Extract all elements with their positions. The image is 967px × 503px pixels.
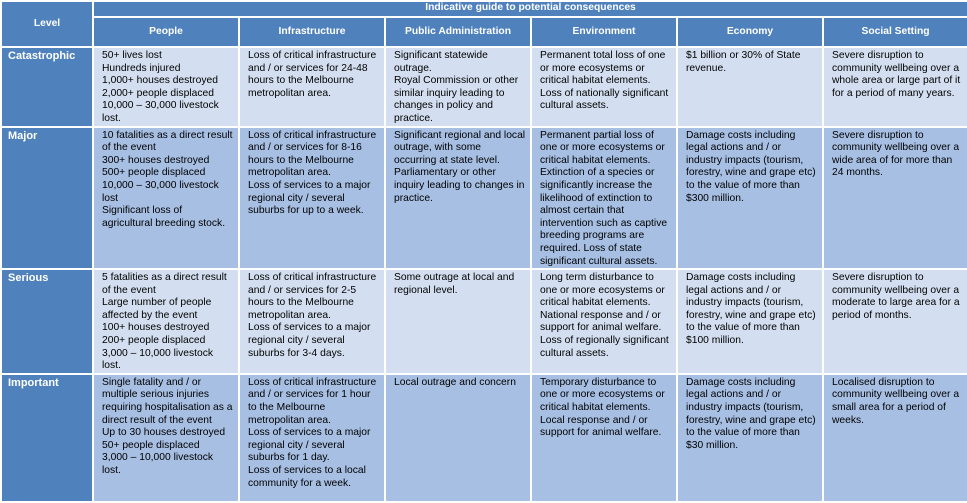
cell-text: Long term disturbance to one or more ecosystems or critical habitat elements.	[540, 272, 665, 309]
cell-text: Significant statewide outrage.	[394, 50, 488, 74]
cell-text: Local response and / or support for animal welfare.	[540, 414, 662, 439]
cell-text: 3,000 – 10,000 livestock lost.	[102, 452, 214, 476]
cell-text: 10,000 – 30,000 livestock lost	[102, 179, 219, 204]
cell-text: Significant loss of agricultural breeding stock.	[102, 205, 226, 229]
cell-text: Large number of people affected by the event	[102, 297, 212, 321]
level-label: Serious	[1, 269, 93, 374]
cell-text: Damage costs including legal actions and / or industry impacts (tourism, forestry, wine and grape etc) to the value of more than $30 million.	[686, 376, 816, 451]
table-row	[1, 47, 967, 127]
level-header: Level	[1, 1, 93, 47]
table-body	[1, 47, 967, 502]
cell-people	[93, 269, 239, 374]
cell-text: Loss of services to a major regional city / several suburbs for up to a week.	[248, 179, 371, 217]
cell-text: 300+ houses destroyed	[102, 154, 210, 166]
cell-people	[93, 374, 239, 502]
cell-text: Permanent partial loss of one or more ecosystems or critical habitat elements.	[540, 129, 665, 166]
cell-text: 50+ people displaced	[102, 439, 200, 451]
cell-text: 200+ people displaced	[102, 335, 206, 347]
cell-economy	[677, 127, 823, 270]
cell-text: 50+ lives lost	[102, 50, 162, 61]
cell-infrastructure	[239, 127, 385, 270]
cell-public-administration	[385, 269, 531, 374]
cell-text: Permanent total loss of one or more ecosystems or critical habitat elements.	[540, 50, 666, 87]
cell-text: 5 fatalities as a direct result of the event	[102, 272, 227, 296]
cell-infrastructure	[239, 47, 385, 127]
cell-text: Significant regional and local outrage, with some occurring at state level.	[394, 129, 526, 166]
column-header-economy: Economy	[677, 17, 823, 47]
cell-text: Severe disruption to community wellbeing over a moderate to large area for a period of months.	[832, 272, 960, 321]
cell-text: Extinction of a species or significantly increase the likelihood of extinction to almost certain that intervention such as captive breeding programs are required. Loss of state significant cultural assets.	[540, 167, 668, 267]
cell-economy	[677, 269, 823, 374]
cell-text: Royal Commission or other similar inquiry leading to changes in policy and practice.	[394, 75, 519, 124]
cell-text: Loss of critical infrastructure and / or services for 24-48 hours to the Melbourne metropolitan area.	[248, 50, 377, 99]
cell-text: Some outrage at local and regional level.	[394, 272, 515, 296]
cell-text: Localised disruption to community wellbeing over a small area for a period of weeks.	[832, 376, 960, 426]
cell-text: Single fatality and / or multiple serious injuries requiring hospitalisation as a direct result of the event	[102, 376, 233, 426]
table-row	[1, 374, 967, 502]
column-header-people: People	[93, 17, 239, 47]
cell-text: Loss of services to a major regional city / several suburbs for 3-4 days.	[248, 322, 371, 359]
cell-text: Temporary disturbance to one or more ecosystems or critical habitat elements.	[540, 376, 665, 414]
cell-text: Damage costs including legal actions and / or industry impacts (tourism, forestry, wine and grape etc) to the value of more than $300 million.	[686, 129, 816, 204]
group-header: Indicative guide to potential consequences	[93, 1, 967, 17]
table-row	[1, 269, 967, 374]
cell-public-administration	[385, 374, 531, 502]
cell-text: Loss of nationally significant cultural assets.	[540, 87, 669, 112]
cell-public-administration	[385, 47, 531, 127]
cell-text: Damage costs including legal actions and / or industry impacts (tourism, forestry, wine and grape etc) to the value of more than $100 million.	[686, 272, 816, 347]
cell-text: Loss of critical infrastructure and / or services for 1 hour to the Melbourne metropolitan area.	[248, 376, 377, 426]
cell-infrastructure	[239, 269, 385, 374]
level-label: Catastrophic	[1, 47, 93, 127]
cell-public-administration	[385, 127, 531, 270]
cell-text: Loss of services to a major regional city / several suburbs for 1 day.	[248, 427, 371, 464]
cell-people	[93, 127, 239, 270]
cell-text: National response and / or support for animal welfare.	[540, 309, 662, 334]
cell-people	[93, 47, 239, 127]
cell-economy	[677, 47, 823, 127]
cell-environment	[531, 127, 677, 270]
cell-environment	[531, 269, 677, 374]
cell-text: 500+ people displaced	[102, 167, 206, 179]
cell-text: Local outrage and concern	[394, 376, 516, 388]
column-header-environment: Environment	[531, 17, 677, 47]
level-label: Major	[1, 127, 93, 270]
cell-environment	[531, 47, 677, 127]
cell-text: Loss of services to a local community for a week.	[248, 465, 366, 489]
cell-environment	[531, 374, 677, 502]
cell-text: Loss of critical infrastructure and / or services for 2-5 hours to the Melbourne metropolitan area.	[248, 272, 377, 321]
cell-text: Up to 30 houses destroyed	[102, 427, 226, 439]
cell-text: Severe disruption to community wellbeing over a wide area of for more than 24 months.	[832, 129, 960, 179]
cell-text: Severe disruption to community wellbeing over a whole area or large part of it for a period of many years.	[832, 50, 961, 99]
column-header-social-setting: Social Setting	[823, 17, 967, 47]
cell-text: Parliamentary or other inquiry leading to changes in practice.	[394, 167, 525, 204]
cell-economy	[677, 374, 823, 502]
table-row	[1, 127, 967, 270]
column-header-public-administration: Public Administration	[385, 17, 531, 47]
cell-infrastructure	[239, 374, 385, 502]
cell-text: Hundreds injured	[102, 62, 181, 74]
cell-text: 100+ houses destroyed	[102, 322, 210, 334]
cell-text: $1 billion or 30% of State revenue.	[686, 50, 801, 74]
cell-text: 10 fatalities as a direct result of the event	[102, 129, 233, 154]
cell-text: Loss of regionally significant cultural assets.	[540, 335, 669, 359]
cell-text: 2,000+ people displaced	[102, 87, 214, 99]
cell-text: 1,000+ houses destroyed	[102, 75, 218, 87]
cell-social-setting	[823, 47, 967, 127]
level-label: Important	[1, 374, 93, 502]
cell-text: 3,000 – 10,000 livestock lost.	[102, 347, 214, 372]
cell-social-setting	[823, 127, 967, 270]
cell-text: Loss of critical infrastructure and / or services for 8-16 hours to the Melbourne metropolitan area.	[248, 129, 377, 179]
cell-social-setting	[823, 269, 967, 374]
cell-social-setting	[823, 374, 967, 502]
cell-text: 10,000 – 30,000 livestock lost.	[102, 100, 219, 124]
column-header-infrastructure: Infrastructure	[239, 17, 385, 47]
